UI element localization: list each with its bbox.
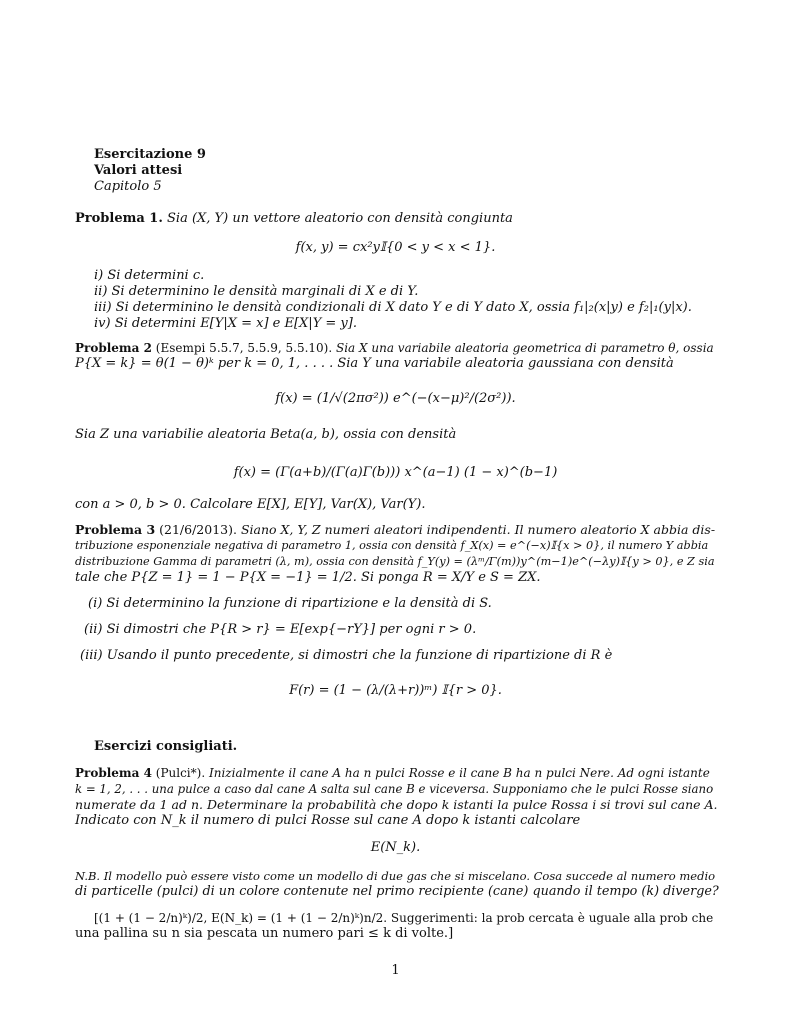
problem-3-item-i: (i) Si determinino la funzione di ripartizione e la densità di S. xyxy=(88,596,492,611)
problem-1-intro-line xyxy=(75,211,513,227)
problem-4-label: Problema 4 xyxy=(75,766,152,780)
problem-3-formula: F(r) = (1 − (λ/(λ+r))ᵐ) 𝕀{r > 0}. xyxy=(289,683,502,698)
problem-2-text-1: Sia X una variabile aleatoria geometrica di parametro θ, ossia xyxy=(336,341,714,355)
problem-3-item-iii: (iii) Usando il punto precedente, si dimostri che la funzione di ripartizione di R è xyxy=(80,648,613,663)
doc-subtitle: Valori attesi xyxy=(94,163,183,178)
section-title: Esercizi consigliati. xyxy=(94,739,238,754)
problem-1-item-ii: ii) Si determinino le densità marginali di X e di Y. xyxy=(94,284,419,299)
problem-2-line-2: P{X = k} = θ(1 − θ)ᵏ per k = 0, 1, . . . . Sia Y una variabile aleatoria gaussiana con densità xyxy=(75,356,674,371)
problem-3-line-2: tribuzione esponenziale negativa di parametro 1, ossia con densità f_X(x) = e^(−x)𝕀{x > 0}, il numero Y abbia xyxy=(75,539,709,552)
problem-3-line-3: distribuzione Gamma di parametri (λ, m), ossia con densità f_Y(y) = (λᵐ/Γ(m))y^(m−1)e^(−λy)𝕀{y > 0}, e Z sia xyxy=(75,555,715,568)
problem-1-formula: f(x, y) = cx²y𝕀{0 < y < x < 1}. xyxy=(295,240,496,255)
problem-2-ref: (Esempi 5.5.7, 5.5.9, 5.5.10). xyxy=(155,341,333,355)
problem-4-hint-line-1: [(1 + (1 − 2/n)ᵏ)/2, E(N_k) = (1 + (1 − 2/n)ᵏ)n/2. Suggerimenti: la prob cercata è uguale alla prob che xyxy=(94,911,714,925)
problem-4-line-2: k = 1, 2, . . . una pulce a caso dal cane A salta sul cane B e viceversa. Supponiamo che le pulci Rosse siano xyxy=(75,782,714,796)
problem-4-line-4: Indicato con N_k il numero di pulci Rosse sul cane A dopo k istanti calcolare xyxy=(75,813,581,828)
problem-3-line-4: tale che P{Z = 1} = 1 − P{X = −1} = 1/2. Si ponga R = X/Y e S = ZX. xyxy=(75,570,541,585)
problem-2-formula-gauss: f(x) = (1/√(2πσ²)) e^(−(x−μ)²/(2σ²)). xyxy=(275,391,516,406)
problem-4-text-1: Inizialmente il cane A ha n pulci Rosse e il cane B ha n pulci Nere. Ad ogni istante xyxy=(208,766,710,780)
problem-4-line-1 xyxy=(75,765,710,781)
problem-3-line-1 xyxy=(75,522,715,538)
problem-1-item-iv: iv) Si determini E[Y|X = x] e E[X|Y = y]. xyxy=(94,316,357,331)
problem-1-item-i: i) Si determini c. xyxy=(94,268,205,283)
problem-4-nb-line-2: di particelle (pulci) di un colore contenute nel primo recipiente (cane) quando il tempo (k) diverge? xyxy=(75,884,719,899)
problem-1-label: Problema 1. xyxy=(75,211,163,226)
problem-1-intro: Sia (X, Y) un vettore aleatorio con densità congiunta xyxy=(167,211,513,226)
problem-2-line-beta: Sia Z una variabilie aleatoria Beta(a, b), ossia con densità xyxy=(75,427,457,442)
problem-4-line-3: numerate da 1 ad n. Determinare la probabilità che dopo k istanti la pulce Rossa i si trovi sul cane A. xyxy=(75,797,718,812)
problem-2-label: Problema 2 xyxy=(75,341,152,355)
doc-chapter: Capitolo 5 xyxy=(94,179,162,194)
page-number: 1 xyxy=(391,963,400,978)
problem-2-line-end: con a > 0, b > 0. Calcolare E[X], E[Y], Var(X), Var(Y). xyxy=(75,497,426,512)
problem-4-ref: (Pulci*). xyxy=(155,766,206,780)
doc-title: Esercitazione 9 xyxy=(94,147,206,162)
problem-2-formula-beta: f(x) = (Γ(a+b)/(Γ(a)Γ(b))) x^(a−1) (1 − x)^(b−1) xyxy=(233,465,558,480)
problem-3-item-ii: (ii) Si dimostri che P{R > r} = E[exp{−rY}] per ogni r > 0. xyxy=(84,622,477,637)
problem-1-item-iii: iii) Si determinino le densità condizionali di X dato Y e di Y dato X, ossia f₁|₂(x|y) e f₂|₁(y|x). xyxy=(94,300,692,315)
problem-4-formula: E(N_k). xyxy=(370,840,421,855)
problem-4-hint-line-2: una pallina su n sia pescata un numero pari ≤ k di volte.] xyxy=(75,926,454,941)
problem-3-text-1: Siano X, Y, Z numeri aleatori indipendenti. Il numero aleatorio X abbia dis- xyxy=(240,522,716,537)
problem-3-label: Problema 3 xyxy=(75,522,156,537)
problem-3-ref: (21/6/2013). xyxy=(159,522,237,537)
problem-4-nb-line-1: N.B. Il modello può essere visto come un modello di due gas che si miscelano. Cosa succede al numero medio xyxy=(75,869,716,883)
problem-2-line-1 xyxy=(75,340,714,356)
